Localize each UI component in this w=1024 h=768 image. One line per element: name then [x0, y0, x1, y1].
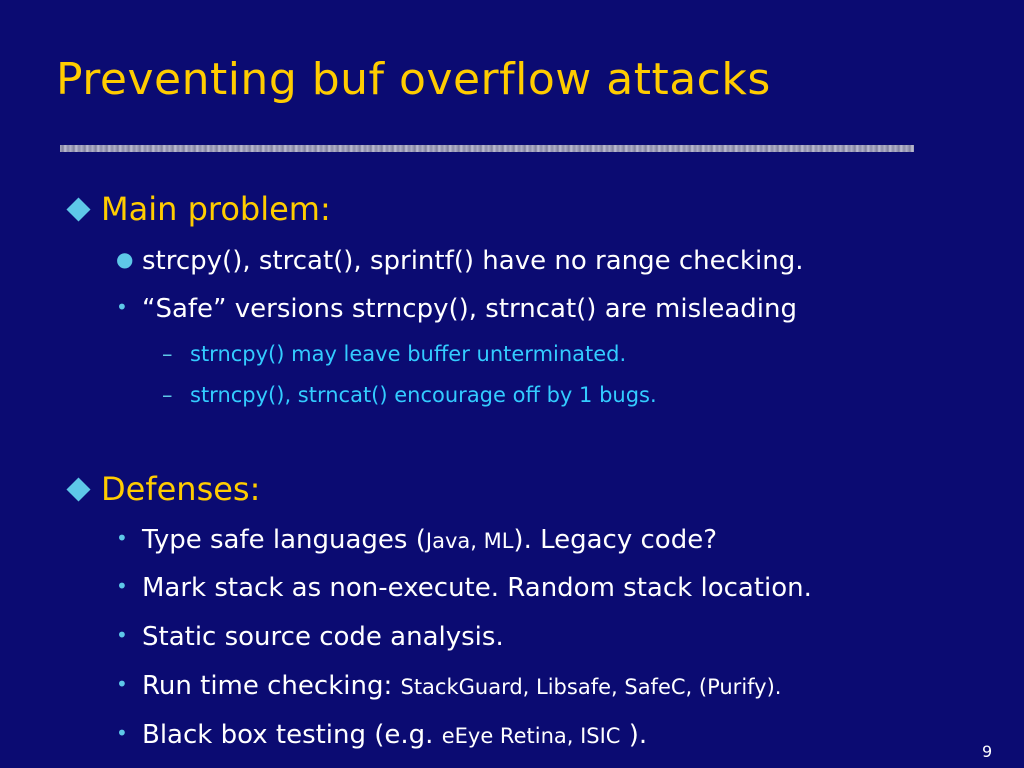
subbullet-text: strncpy(), strncat() encourage off by 1 bugs. — [190, 383, 657, 407]
dot-bullet-icon: • — [116, 721, 128, 745]
bullet-text-small: StackGuard, Libsafe, SafeC, (Purify). — [400, 675, 782, 699]
section-heading-main-problem — [62, 190, 331, 228]
diamond-bullet-icon — [66, 197, 90, 221]
dash-bullet-icon: – — [162, 342, 173, 366]
bullet-text: ). — [620, 720, 648, 750]
bullet-text: ). Legacy code? — [513, 525, 718, 555]
bullet-text: Type safe languages ( — [142, 525, 426, 555]
bullet-item — [116, 525, 717, 555]
slide-title: Preventing buf overflow attacks — [56, 54, 771, 105]
subbullet-item — [162, 383, 657, 407]
dot-bullet-icon: • — [116, 295, 128, 319]
bullet-text: Black box testing (e.g. — [142, 720, 442, 750]
dash-bullet-icon: – — [162, 383, 173, 407]
section-heading-text: Defenses: — [101, 470, 261, 508]
dot-bullet-icon: • — [116, 623, 128, 647]
dot-bullet-icon: ● — [116, 247, 134, 271]
page-number: 9 — [982, 742, 993, 761]
subbullet-item — [162, 342, 626, 366]
bullet-text: Static source code analysis. — [142, 622, 504, 652]
bullet-item — [116, 720, 647, 750]
bullet-text-small: Java, ML — [425, 529, 514, 553]
bullet-item — [116, 671, 781, 701]
bullet-item — [116, 622, 504, 652]
bullet-text: Mark stack as non-execute. Random stack location. — [142, 573, 812, 603]
bullet-item — [116, 573, 812, 603]
section-heading-text: Main problem: — [101, 190, 331, 228]
bullet-item — [116, 246, 803, 276]
dot-bullet-icon: • — [116, 574, 128, 598]
section-heading-defenses — [62, 470, 260, 508]
bullet-text-small: eEye Retina, ISIC — [441, 724, 621, 748]
bullet-text: “Safe” versions strncpy(), strncat() are misleading — [142, 294, 797, 324]
diamond-bullet-icon — [66, 477, 90, 501]
subbullet-text: strncpy() may leave buffer unterminated. — [190, 342, 627, 366]
bullet-item — [116, 294, 797, 324]
bullet-text: Run time checking: — [142, 671, 401, 701]
title-divider — [60, 145, 914, 152]
dot-bullet-icon: • — [116, 526, 128, 550]
dot-bullet-icon: • — [116, 672, 128, 696]
bullet-text: strcpy(), strcat(), sprintf() have no range checking. — [142, 246, 804, 276]
